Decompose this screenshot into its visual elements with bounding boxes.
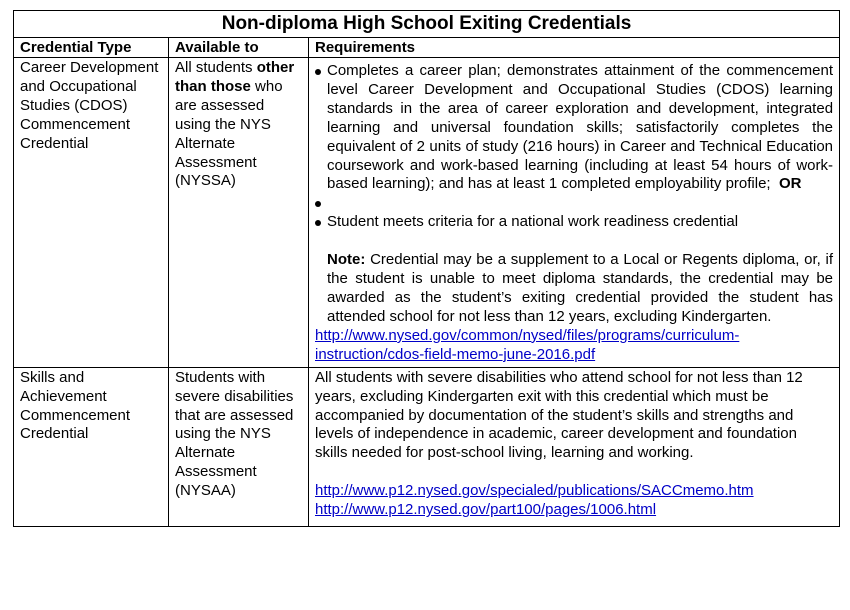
available-text-emphasis: other than those [175, 59, 295, 95]
cell-requirements [309, 367, 840, 526]
column-header-credential-type: Credential Type [14, 38, 169, 58]
sacc-memo-link[interactable]: http://www.p12.nysed.gov/specialed/publications/SACCmemo.htm [315, 482, 754, 500]
cell-available-to [169, 58, 309, 368]
part100-link[interactable]: http://www.p12.nysed.gov/part100/pages/1006.html [315, 501, 657, 519]
note [315, 251, 833, 327]
column-header-available-to: Available to [169, 38, 309, 58]
cell-requirements [309, 58, 840, 368]
link-text-line-1[interactable]: http://www.nysed.gov/common/nysed/files/programs/curriculum- [315, 326, 740, 344]
requirements-list [315, 62, 833, 232]
note-text: Credential may be a supplement to a Local or Regents diploma, or, if the student is unable to meet diploma standards, the credential may be awarded as the student’s exiting credential provided the student has attended school for not less than 12 years, excluding Kindergarten. [327, 251, 834, 325]
title-row [14, 11, 840, 38]
header-row [14, 38, 840, 58]
or-label: OR [778, 175, 802, 193]
link-text-line-2[interactable]: instruction/cdos-field-memo-june-2016.pdf [315, 345, 596, 363]
cell-credential-type: Career Development and Occupational Studies (CDOS) Commencement Credential [14, 58, 169, 368]
table-row-sacc [14, 367, 840, 526]
list-spacer [315, 194, 833, 213]
list-item: Student meets criteria for a national work readiness credential [315, 213, 833, 232]
note-label: Note: [327, 251, 366, 269]
requirement-text: Completes a career plan; demonstrates attainment of the commencement level Career Development and Occupational Studies (CDOS) learning standards in the area of career exploration and development, integrated learning and universal foundation skills; satisfactorily completes the equivalent of 2 units of study (216 hours) in Career and Technical Education coursework and work-based learning (including at least 54 hours of work-based learning); and has at least 1 completed employability profile; [327, 62, 834, 193]
list-item [315, 62, 833, 194]
spacer [315, 463, 833, 482]
cdos-memo-link[interactable] [315, 327, 739, 363]
available-text-post: who are assessed using the NYS Alternate Assessment (NYSSA) [175, 77, 283, 190]
requirement-text: All students with severe disabilities who attend school for not less than 12 years, excluding Kindergarten exit with this credential which must be accompanied by documentation of the student’s skills and strengths and levels of independence in academic, career development and foundation skills needed for post-school living, learning and working. [315, 368, 803, 462]
table-title: Non-diploma High School Exiting Credentials [14, 11, 840, 38]
spacer [315, 232, 833, 251]
credentials-table [13, 10, 840, 527]
cell-credential-type: Skills and Achievement Commencement Credential [14, 367, 169, 526]
column-header-requirements: Requirements [309, 38, 840, 58]
available-text-pre: All students [175, 59, 253, 76]
cell-available-to: Students with severe disabilities that are assessed using the NYS Alternate Assessment (NYSAA) [169, 367, 309, 526]
table-row-cdos [14, 58, 840, 368]
